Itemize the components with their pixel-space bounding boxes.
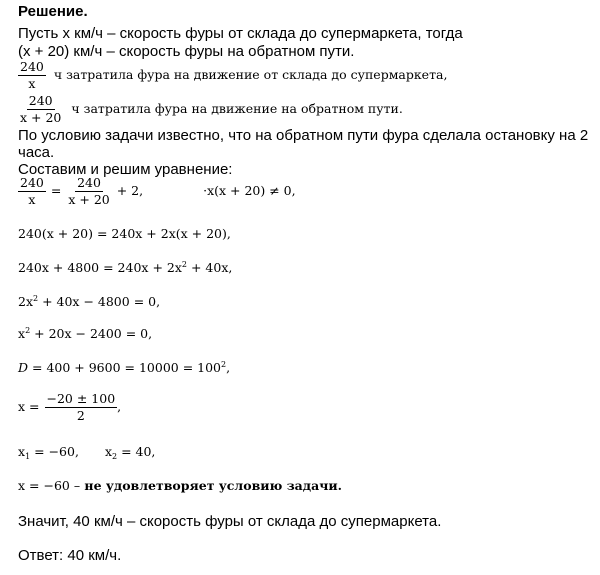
step-roots-values bbox=[18, 446, 155, 459]
main-equation bbox=[18, 176, 296, 207]
discriminant-symbol: D bbox=[18, 360, 29, 375]
exponent: 2 bbox=[221, 360, 227, 369]
fraction-denominator: x bbox=[28, 75, 36, 91]
step-quadratic bbox=[18, 296, 160, 309]
subscript: 2 bbox=[112, 452, 118, 461]
root-x1-symbol: x bbox=[18, 444, 26, 459]
step-text: + 20x − 2400 = 0, bbox=[30, 326, 153, 341]
exponent: 2 bbox=[33, 294, 39, 303]
step-text: 240x + 4800 = 240x + 2x bbox=[18, 260, 182, 275]
equals-sign: = bbox=[50, 183, 62, 198]
time-forward-line bbox=[18, 60, 447, 91]
conclusion-text: Значит, 40 км/ч – скорость фуры от склада до супермаркета. bbox=[18, 513, 442, 530]
equation-domain: ·x(x + 20) ≠ 0, bbox=[203, 183, 296, 198]
step-text: + 40x − 4800 = 0, bbox=[38, 294, 161, 309]
time-forward-fraction bbox=[18, 60, 46, 91]
step-roots-formula bbox=[18, 392, 121, 423]
intro-line-2: (x + 20) км/ч – скорость фуры на обратном пути. bbox=[18, 43, 355, 60]
step-discriminant bbox=[18, 362, 230, 375]
equation-lhs-fraction bbox=[18, 176, 46, 207]
time-back-line bbox=[18, 94, 403, 125]
time-back-text: ч затратила фура на движение на обратном пути. bbox=[71, 101, 403, 116]
fraction-denominator: x + 20 bbox=[68, 191, 110, 207]
step-expand: 240(x + 20) = 240x + 2x(x + 20), bbox=[18, 226, 231, 241]
fraction-numerator: 240 bbox=[20, 59, 44, 74]
step-text: x bbox=[18, 326, 26, 341]
fraction-numerator: 240 bbox=[28, 93, 53, 108]
condition-line-1: По условию задачи известно, что на обратном пути фура сделала остановку на 2 bbox=[18, 127, 589, 144]
root-x2-symbol: x bbox=[104, 444, 112, 459]
intro-line-1: Пусть x км/ч – скорость фуры от склада до супермаркета, тогда bbox=[18, 25, 463, 42]
step-text: 2x bbox=[18, 294, 34, 309]
fraction-denominator: x bbox=[28, 191, 36, 207]
step-text: , bbox=[226, 360, 231, 375]
step-text: = 400 + 9600 = 10000 = 100 bbox=[28, 360, 222, 375]
step-text: , bbox=[117, 399, 122, 414]
answer-text: Ответ: 40 км/ч. bbox=[18, 547, 122, 564]
roots-fraction bbox=[45, 392, 118, 423]
fraction-numerator: −20 ± 100 bbox=[46, 391, 116, 406]
root-x1-value: = −60, bbox=[30, 444, 79, 459]
step-reject-root bbox=[18, 480, 342, 493]
fraction-denominator: x + 20 bbox=[20, 109, 62, 125]
subscript: 1 bbox=[25, 452, 31, 461]
time-back-fraction bbox=[18, 94, 63, 125]
fraction-denominator: 2 bbox=[76, 407, 85, 423]
fraction-numerator: 240 bbox=[20, 175, 44, 190]
exponent: 2 bbox=[181, 260, 187, 269]
step-text: x = bbox=[18, 399, 40, 414]
equation-tail: + 2, bbox=[116, 183, 144, 198]
step-simplified bbox=[18, 328, 152, 341]
compose-equation-text: Составим и решим уравнение: bbox=[18, 161, 233, 178]
solution-heading: Решение. bbox=[18, 3, 88, 20]
root-x2-value: = 40, bbox=[117, 444, 156, 459]
equation-rhs-fraction bbox=[66, 176, 111, 207]
step-text: + 40x, bbox=[187, 260, 233, 275]
step-text: не удовлетворяет условию задачи. bbox=[80, 478, 342, 493]
step-text: x = −60 – bbox=[18, 478, 81, 493]
fraction-numerator: 240 bbox=[77, 175, 101, 190]
condition-line-2: часа. bbox=[18, 144, 55, 161]
exponent: 2 bbox=[25, 326, 31, 335]
step-open-brackets bbox=[18, 262, 232, 275]
time-forward-text: ч затратила фура на движение от склада до супермаркета, bbox=[53, 67, 448, 82]
